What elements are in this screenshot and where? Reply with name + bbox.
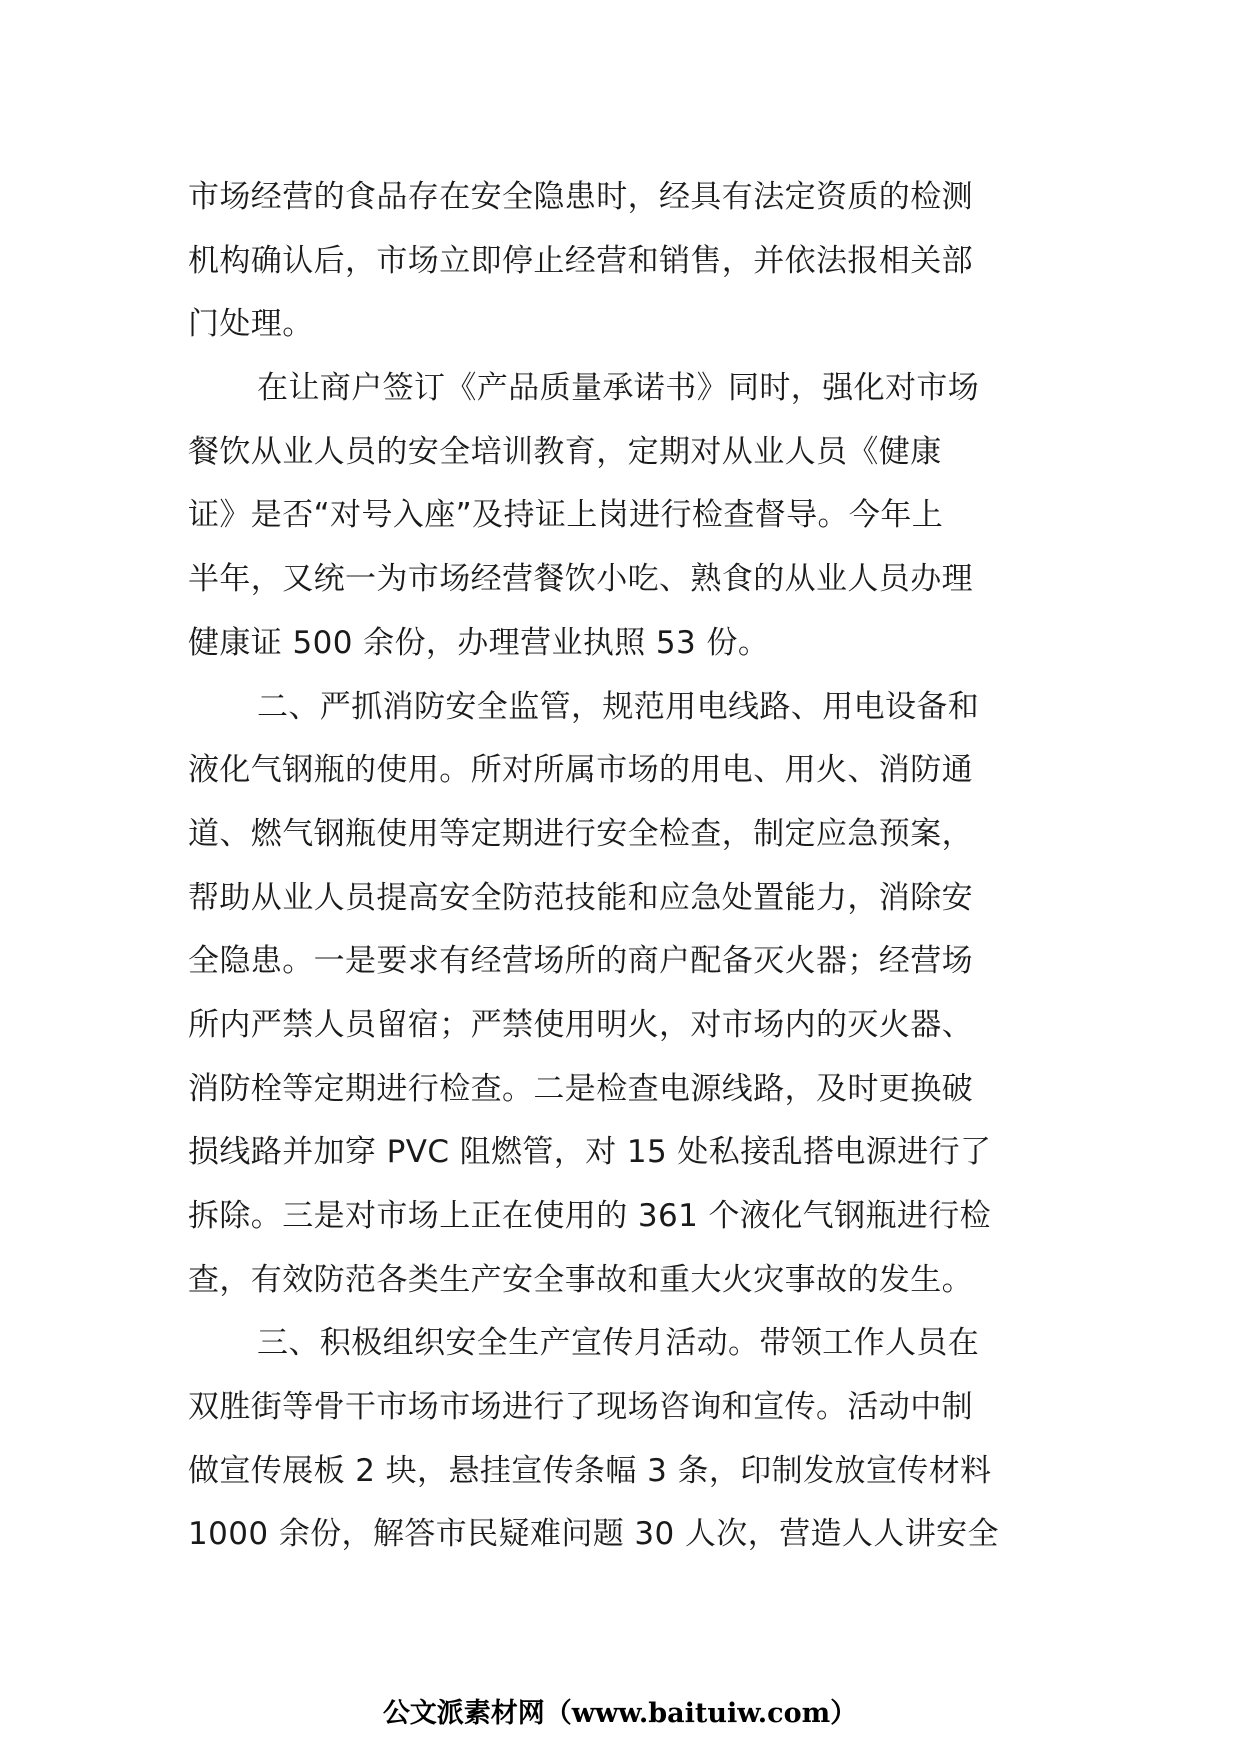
text-line: 证》是否“对号入座”及持证上岗进行检查督导。今年上 [188, 497, 944, 534]
text-line: 损线路并加穿 PVC 阻燃管，对 15 处私接乱搭电源进行了 [188, 1134, 992, 1171]
text-line: 消防栓等定期进行检查。二是检查电源线路，及时更换破 [188, 1070, 973, 1107]
document-body [188, 166, 1068, 1567]
text-line: 1000 余份，解答市民疑难问题 30 人次，营造人人讲安全 [188, 1516, 999, 1553]
text-line: 半年，又统一为市场经营餐饮小吃、熟食的从业人员办理 [188, 561, 973, 598]
text-line: 餐饮从业人员的安全培训教育，定期对从业人员《健康 [188, 433, 942, 470]
text-line: 帮助从业人员提高安全防范技能和应急处置能力，消除安 [188, 879, 973, 916]
text-line: 机构确认后，市场立即停止经营和销售，并依法报相关部 [188, 242, 973, 279]
text-line: 液化气钢瓶的使用。所对所属市场的用电、用火、消防通 [188, 752, 973, 789]
text-line: 拆除。三是对市场上正在使用的 361 个液化气钢瓶进行检 [188, 1198, 992, 1234]
paragraph-first-line: 在让商户签订《产品质量承诺书》同时，强化对市场 [257, 370, 980, 407]
text-line: 市场经营的食品存在安全隐患时，经具有法定资质的检测 [188, 179, 973, 215]
paragraph-first-line: 三、积极组织安全生产宣传月活动。带领工作人员在 [257, 1325, 980, 1362]
text-line: 健康证 500 余份，办理营业执照 53 份。 [188, 624, 770, 661]
text-line: 双胜街等骨干市场市场进行了现场咨询和宣传。活动中制 [188, 1389, 973, 1426]
footer-watermark: 公文派素材网（www.baituiw.com） [382, 1698, 858, 1729]
text-line: 门处理。 [188, 306, 314, 343]
text-line: 所内严禁人员留宿；严禁使用明火，对市场内的灭火器、 [188, 1006, 973, 1043]
paragraph-first-line: 二、严抓消防安全监管，规范用电线路、用电设备和 [257, 688, 980, 725]
text-line: 查，有效防范各类生产安全事故和重大火灾事故的发生。 [188, 1261, 973, 1298]
text-line: 做宣传展板 2 块，悬挂宣传条幅 3 条，印制发放宣传材料 [188, 1452, 992, 1489]
text-line: 道、燃气钢瓶使用等定期进行安全检查，制定应急预案， [188, 815, 973, 852]
text-line: 全隐患。一是要求有经营场所的商户配备灭火器；经营场 [188, 943, 973, 980]
